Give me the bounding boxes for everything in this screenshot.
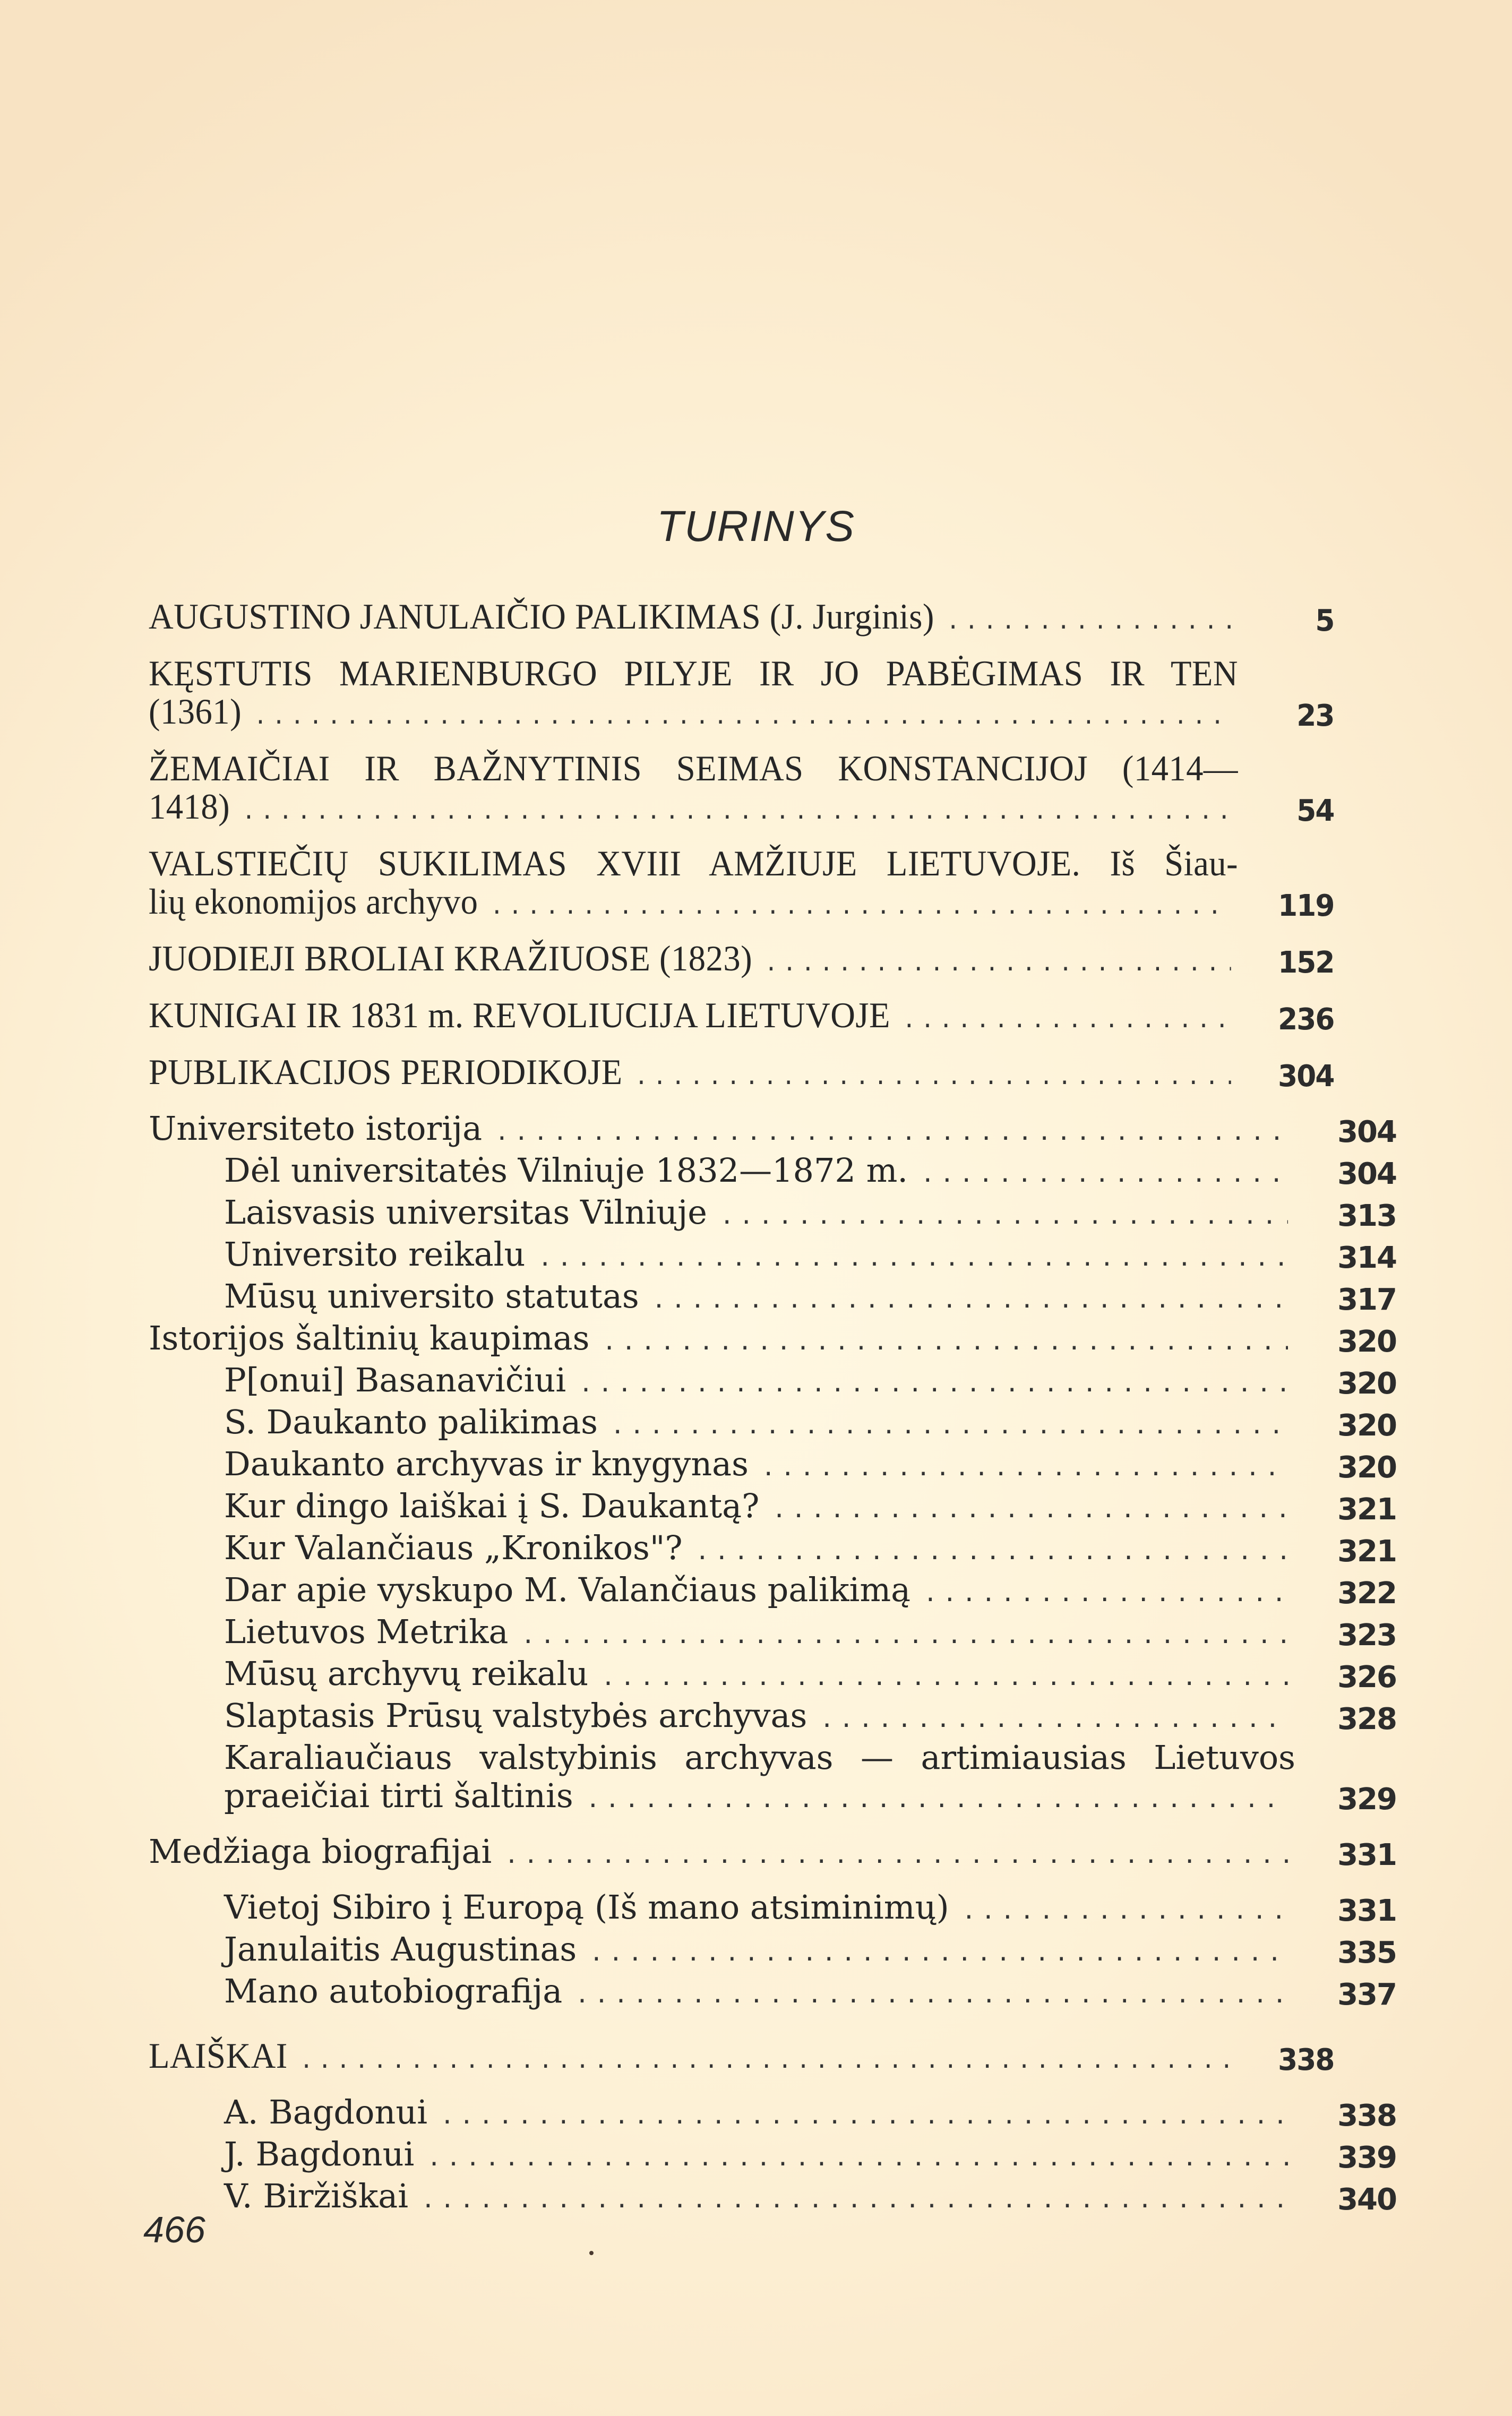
dot-leader [903,1001,1231,1039]
toc-entry-title: 1418) [149,786,230,827]
toc-entry-title: Janulaitis Augustinas [224,1930,577,1968]
dot-leader [440,2097,1288,2135]
toc-entry-line [224,1193,1295,1235]
table-of-contents [149,597,1396,2219]
dot-leader [601,1658,1288,1697]
page-number: 466 [143,2209,205,2250]
toc-entry-line [224,1888,1295,1930]
dot-leader [254,697,1231,735]
toc-entry-title: Laisvasis universitas Vilniuje [224,1193,707,1232]
toc-entry-title: lių ekonomijos archyvo [149,881,478,922]
toc-page-number: 54 [1296,794,1334,828]
toc-page-number: 320 [1337,1366,1396,1401]
toc-entry[interactable] [149,1833,1396,1875]
toc-page-number: 335 [1337,1936,1396,1970]
dot-leader [589,1934,1288,1972]
toc-entry-line [149,1110,1295,1151]
toc-page-number: 236 [1278,1002,1334,1037]
toc-entry-title: ŽEMAIČIAI IR BAŽNYTINIS SEIMAS KONSTANCIJOJ (1414— [149,748,1238,788]
toc-entry-line [149,996,1238,1039]
toc-entry-line [224,1571,1295,1613]
toc-entry-title: VALSTIEČIŲ SUKILIMAS XVIII AMŽIUJE LIETUVOJE. Iš Šiau- [149,843,1238,883]
toc-entry-line [224,1613,1295,1655]
toc-entry-line-wrapped [149,654,1238,692]
toc-entry-title: Medžiaga biografijai [149,1832,492,1871]
toc-entry-line [224,1361,1295,1403]
toc-entry[interactable] [149,2036,1334,2079]
toc-entry[interactable] [149,1053,1334,1096]
toc-entry-title: Mano autobiografija [224,1972,563,2010]
toc-entry-line [224,1529,1295,1571]
toc-entry-title: Vietoj Sibiro į Europą (Iš mano atsiminimų) [224,1888,949,1927]
toc-entry[interactable] [224,1151,1396,1193]
toc-entry[interactable] [224,1571,1396,1613]
dot-leader [695,1533,1288,1571]
toc-page-number: 326 [1337,1660,1396,1695]
toc-entry-title: praeičiai tirti šaltinis [224,1776,573,1815]
dot-leader [602,1323,1288,1361]
toc-entry-line [149,692,1238,735]
toc-entry-title: LAIŠKAI [149,2035,288,2076]
toc-entry-line [149,939,1238,982]
toc-entry-title: Dėl universitatės Vilniuje 1832—1872 m. [224,1151,908,1190]
toc-entry-title: Mūsų archyvų reikalu [224,1654,589,1693]
dot-leader [490,887,1231,925]
toc-entry-line [224,1697,1295,1739]
toc-entry-line [224,2135,1295,2177]
toc-page-number: 321 [1337,1492,1396,1527]
toc-entry[interactable] [224,1403,1396,1445]
dot-leader [634,1057,1231,1096]
toc-entry-line [149,882,1238,925]
dot-leader [521,1617,1288,1655]
toc-entry-line-wrapped [224,1739,1295,1777]
toc-entry[interactable] [224,1235,1396,1277]
toc-page-number: 304 [1337,1115,1396,1149]
toc-entry[interactable] [224,1529,1396,1571]
toc-entry-title: Dar apie vyskupo M. Valančiaus palikimą [224,1570,911,1609]
toc-entry[interactable] [149,1319,1396,1361]
toc-entry-line [149,1319,1295,1361]
dot-leader [299,2041,1231,2079]
toc-entry[interactable] [224,1888,1396,1930]
dot-leader [921,1155,1288,1193]
toc-page-number: 304 [1337,1157,1396,1191]
toc-entry-title: V. Biržiškai [224,2177,409,2215]
toc-entry[interactable] [149,1110,1396,1151]
toc-page-number: 321 [1337,1534,1396,1569]
toc-entry-title: AUGUSTINO JANULAIČIO PALIKIMAS (J. Jurginis) [149,596,934,637]
toc-entry[interactable] [224,1487,1396,1529]
dot-leader [820,1700,1288,1739]
toc-page-number: 320 [1337,1450,1396,1485]
toc-page-number: 320 [1337,1408,1396,1443]
toc-entry-line [224,2177,1295,2219]
toc-entry[interactable] [224,1193,1396,1235]
toc-entry[interactable] [224,1739,1396,1819]
toc-entry-title: S. Daukanto palikimas [224,1403,598,1441]
toc-entry-title: Universito reikalu [224,1235,526,1274]
toc-entry-line [224,1777,1295,1819]
dot-leader [652,1281,1288,1319]
toc-entry-line [224,1277,1295,1319]
toc-entry-title: J. Bagdonui [224,2135,415,2173]
toc-page-number: 119 [1278,889,1334,923]
toc-page-number: 314 [1337,1241,1396,1275]
toc-entry[interactable] [149,844,1334,925]
dot-leader [538,1239,1288,1277]
toc-page-number: 329 [1337,1782,1396,1817]
toc-entry[interactable] [149,996,1334,1039]
toc-entry-title: Kur dingo laiškai į S. Daukantą? [224,1486,760,1525]
toc-entry[interactable] [224,1361,1396,1403]
toc-page-number: 5 [1315,604,1334,638]
toc-page-number: 317 [1337,1283,1396,1317]
toc-entry-line [224,1151,1295,1193]
dot-leader [764,944,1231,982]
toc-page-number: 338 [1278,2043,1334,2077]
toc-page-number: 331 [1337,1838,1396,1872]
toc-entry-line [224,1403,1295,1445]
toc-page-number: 23 [1296,699,1334,733]
dot-leader [504,1836,1288,1875]
toc-entry-title: Slaptasis Prūsų valstybės archyvas [224,1696,807,1735]
toc-entry-title: P[onui] Basanavičiui [224,1361,566,1399]
toc-entry-line [224,1235,1295,1277]
toc-entry-title: Mūsų universito statutas [224,1277,639,1316]
toc-page-number: 323 [1337,1618,1396,1653]
toc-page-number: 313 [1337,1199,1396,1233]
toc-entry-line-wrapped [149,749,1238,787]
toc-entry-line [149,597,1238,640]
toc-entry-line [224,2093,1295,2135]
toc-page-number: 322 [1337,1576,1396,1611]
toc-page-number: 152 [1278,945,1334,980]
toc-entry[interactable] [149,654,1334,735]
toc-entry-line [149,2036,1238,2079]
toc-entry[interactable] [224,1972,1396,2014]
toc-entry[interactable] [224,2135,1396,2177]
toc-entry-title: Daukanto archyvas ir knygynas [224,1445,749,1483]
toc-entry-title: Karaliaučiaus valstybinis archyvas — artimiausias Lietuvos [224,1738,1295,1777]
toc-entry-title: Kur Valančiaus „Kronikos"? [224,1528,683,1567]
dot-leader [586,1781,1288,1819]
toc-entry[interactable] [224,1930,1396,1972]
toc-entry-title: (1361) [149,691,242,732]
toc-page-number: 304 [1278,1059,1334,1094]
toc-page-number: 339 [1337,2140,1396,2175]
dot-leader [611,1407,1288,1445]
toc-page-number: 338 [1337,2099,1396,2133]
dot-leader [923,1575,1288,1613]
toc-page-number: 331 [1337,1894,1396,1928]
toc-page-number: 340 [1337,2182,1396,2217]
dot-leader [947,602,1231,640]
toc-entry[interactable] [224,1697,1396,1739]
toc-entry-title: KUNIGAI IR 1831 m. REVOLIUCIJA LIETUVOJE [149,995,890,1035]
toc-entry-title: PUBLIKACIJOS PERIODIKOJE [149,1052,623,1092]
toc-entry-line-wrapped [149,844,1238,882]
toc-entry-title: JUODIEJI BROLIAI KRAŽIUOSE (1823) [149,938,753,978]
toc-entry-title: Lietuvos Metrika [224,1612,509,1651]
toc-entry-line [149,787,1238,830]
paper-speck [589,2251,594,2255]
toc-entry-line [224,1972,1295,2014]
toc-entry[interactable] [224,1613,1396,1655]
dot-leader [495,1113,1288,1151]
toc-entry[interactable] [149,939,1334,982]
dot-leader [720,1197,1288,1235]
toc-entry[interactable] [224,1445,1396,1487]
toc-entry-title: A. Bagdonui [224,2093,428,2131]
toc-entry-line [224,1930,1295,1972]
dot-leader [579,1365,1288,1403]
dot-leader [772,1491,1288,1529]
toc-page-number: 320 [1337,1325,1396,1359]
toc-entry[interactable] [224,1277,1396,1319]
dot-leader [962,1892,1288,1930]
toc-entry-line [224,1655,1295,1697]
page-title: TURINYS [657,502,855,551]
toc-entry[interactable] [149,749,1334,830]
dot-leader [427,2139,1288,2177]
toc-entry-line [224,1487,1295,1529]
dot-leader [242,792,1231,830]
toc-entry-title: KĘSTUTIS MARIENBURGO PILYJE IR JO PABĖGIMAS IR TEN [149,653,1238,693]
dot-leader [575,1976,1288,2014]
toc-entry-title: Universiteto istorija [149,1109,483,1148]
toc-page-number: 337 [1337,1977,1396,2012]
dot-leader [761,1449,1288,1487]
toc-entry[interactable] [149,597,1334,640]
toc-entry[interactable] [224,2177,1396,2219]
toc-page-number: 328 [1337,1702,1396,1736]
dot-leader [421,2181,1288,2219]
toc-entry-title: Istorijos šaltinių kaupimas [149,1319,590,1357]
toc-entry-line [224,1445,1295,1487]
toc-entry[interactable] [224,2093,1396,2135]
toc-entry-line [149,1833,1295,1875]
toc-entry-line [149,1053,1238,1096]
toc-entry[interactable] [224,1655,1396,1697]
